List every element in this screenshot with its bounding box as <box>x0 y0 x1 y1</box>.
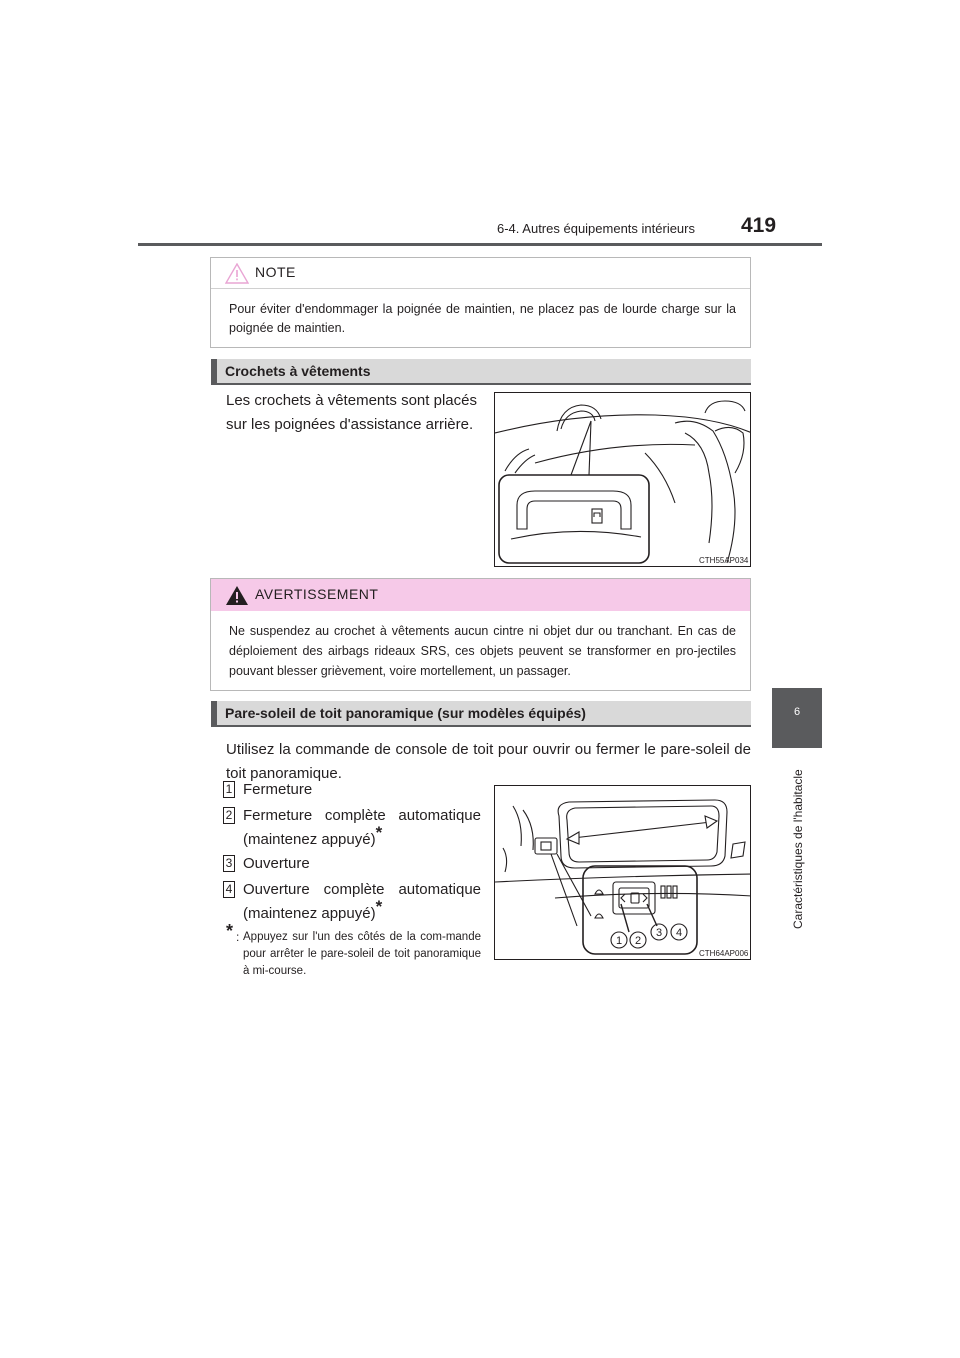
section-heading-text: Crochets à vêtements <box>225 363 371 379</box>
chapter-title: Caractéristiques de l'habitacle <box>791 769 805 929</box>
footnote-asterisk: * <box>226 921 234 941</box>
sunshade-text: Utilisez la commande de console de toit pour ouvrir ou fermer le pare-soleil de toit panoramique. <box>226 741 751 782</box>
list-number-2: 2 <box>223 807 235 824</box>
page-number: 419 <box>741 214 777 237</box>
note-title: NOTE <box>255 264 296 280</box>
chapter-tab <box>772 688 822 748</box>
list-item-2-label: Fermeture complète automatique (maintenez appuyé) <box>243 807 481 848</box>
figure-overhead-console <box>494 785 751 960</box>
note-box <box>210 257 751 348</box>
figure-code: CTH55AP034 <box>699 556 749 565</box>
asterisk-mark: * <box>375 897 383 916</box>
callout-3: 3 <box>655 927 663 939</box>
list-item-2 <box>243 804 481 852</box>
note-title-band <box>211 258 750 289</box>
section-heading-coat-hooks <box>211 359 751 385</box>
section-heading-sunshade <box>211 701 751 727</box>
note-body: Pour éviter d'endommager la poignée de maintien, ne placez pas de lourde charge sur la poignée de maintien. <box>229 302 736 335</box>
section-heading-text: Pare-soleil de toit panoramique (sur modèles équipés) <box>225 705 586 721</box>
header-section-title: 6-4. Autres équipements intérieurs <box>497 221 695 236</box>
caution-triangle-icon <box>225 263 249 284</box>
warning-triangle-icon <box>225 585 249 606</box>
asterisk-mark: * <box>375 823 383 842</box>
figure-code: CTH64AP006 <box>699 949 749 958</box>
chapter-number: 6 <box>793 706 801 718</box>
warning-title-band <box>211 579 750 611</box>
warning-title: AVERTISSEMENT <box>255 586 379 602</box>
callout-2: 2 <box>634 935 642 947</box>
list-item-4 <box>243 878 481 926</box>
coat-hook-illustration <box>495 393 751 567</box>
list-number-1: 1 <box>223 781 235 798</box>
list-number-4: 4 <box>223 881 235 898</box>
coat-hooks-text: Les crochets à vêtements sont placés sur les poignées d'assistance arrière. <box>226 392 477 433</box>
figure-coat-hook <box>494 392 751 567</box>
footnote-colon: : <box>236 930 240 944</box>
footnote-text: Appuyez sur l'un des côtés de la com-mande pour arrêter le pare-soleil de toit panoramique à mi-course. <box>243 931 481 977</box>
callout-4: 4 <box>675 927 683 939</box>
list-item-4-label: Ouverture complète automatique (maintenez appuyé) <box>243 881 481 922</box>
callout-1: 1 <box>615 935 623 947</box>
header-rule <box>138 243 822 246</box>
list-item-1: Fermeture <box>243 781 313 798</box>
warning-box <box>210 578 751 691</box>
list-item-3: Ouverture <box>243 855 310 872</box>
overhead-console-illustration <box>495 786 751 960</box>
warning-body: Ne suspendez au crochet à vêtements aucun cintre ni objet dur ou tranchant. En cas de déploiement des airbags rideaux SRS, ces objets peuvent se transformer en pro-jectiles pouvant blesser grièvement, voire mortellement, un passager. <box>229 624 736 678</box>
list-number-3: 3 <box>223 855 235 872</box>
